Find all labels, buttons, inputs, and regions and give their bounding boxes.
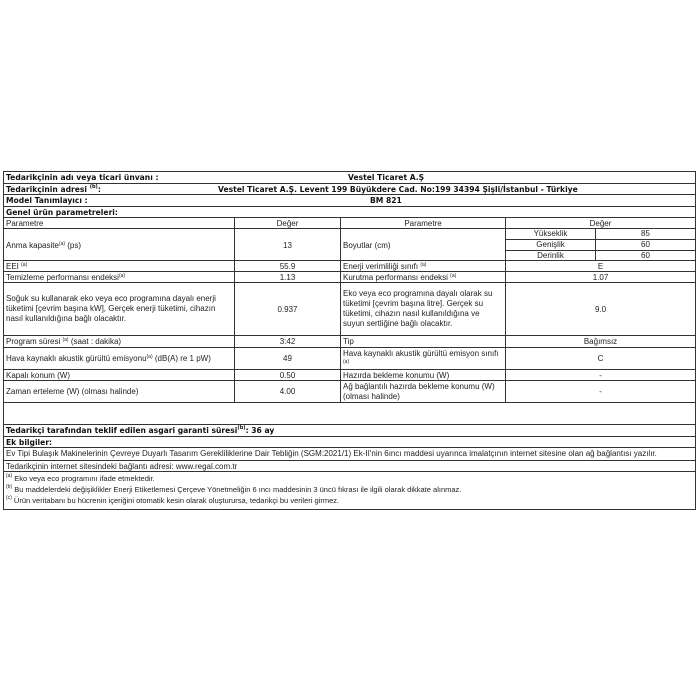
param-energy-class: Enerji verimliliği sınıfı $^{(a)}$ — [341, 261, 506, 271]
table-row-off-mode — [4, 370, 695, 381]
value-program-duration: 3:42 — [235, 336, 341, 347]
value-energy-class: E — [597, 261, 604, 271]
value-energy-consumption: 0.937 — [235, 283, 341, 335]
param-drying-index: Kurutma performansı endeksi $^{(a)}$ — [341, 272, 506, 282]
footnote-b: $^{(b)}$ Bu maddelerdeki değişiklikler Enerji Etiketlemesi Çerçeve Yönetmeliğin 6 ıncı maddesinin 3 üncü fıkrası ile ilgili olarak dikkate alınmaz. — [6, 484, 462, 494]
extra-info-text: Ev Tipi Bulaşık Makinelerinin Çevreye Duyarlı Tasarım Gerekliliklerine Dair Tebliğin (SGM:2021/1) Ek-II'nin 6ıncı maddesi uyarınca imalatçının internet sitesine olan ağ bağlantısı yazılır. — [4, 448, 695, 461]
param-energy-consumption: Soğuk su kullanarak eko veya eco programına dayalı enerji tüketimi [çevrim başına kW], Gerçek enerji tüketimi, cihazın nasıl kullanıldığına bağlı olacaktır. — [4, 283, 235, 335]
supplier-address-value: Vestel Ticaret A.Ş. Levent 199 Büyükdere Cad. No:199 34394 Şişli/İstanbul - Türkiye — [218, 184, 578, 194]
dim-width-value: 60 — [596, 240, 695, 251]
extra-info-row — [4, 437, 695, 449]
table-row-eei — [4, 261, 695, 272]
model-label: Model Tanımlayıcı : — [6, 196, 88, 205]
model-row — [4, 195, 695, 207]
footnote-a: $^{(a)}$ Eko veya eco programını ifade etmektedir. — [6, 473, 155, 483]
dim-height-value: 85 — [596, 229, 695, 240]
table-row-noise — [4, 348, 695, 370]
value-noise-emission: 49 — [235, 348, 341, 369]
value-networked-standby: - — [599, 387, 602, 396]
table-header-row — [4, 218, 695, 229]
dim-depth-value: 60 — [641, 251, 650, 260]
general-params-label: Genel ürün parametreleri: — [6, 207, 118, 217]
dim-height-label: Yükseklik — [506, 229, 596, 240]
value-off-mode: 0.50 — [235, 370, 341, 380]
value-rated-capacity: 13 — [235, 229, 341, 261]
empty-spacer-row — [4, 403, 695, 425]
param-delay-start: Zaman erteleme (W) (olması halinde) — [4, 381, 235, 402]
col-header-value-right: Değer — [589, 218, 612, 228]
param-dimensions: Boyutlar (cm) — [341, 229, 506, 261]
value-drying-index: 1.07 — [592, 272, 609, 282]
col-header-param-left: Parametre — [4, 218, 235, 228]
value-eei: 55.9 — [235, 261, 341, 271]
table-row-performance — [4, 272, 695, 283]
general-params-row — [4, 207, 695, 219]
param-water-consumption: Eko veya eco programına dayalı olarak su tüketimi [çevrim başına litre]. Gerçek su tüketimi, cihazın nasıl kullanıldığına ve suyun sertliğine bağlı olacaktır. — [341, 283, 506, 335]
dim-depth-label: Derinlik — [506, 251, 596, 261]
value-noise-class: C — [597, 354, 604, 363]
col-header-param-right: Parametre — [341, 218, 506, 228]
supplier-address-row — [4, 184, 695, 196]
col-header-value-left: Değer — [235, 218, 341, 228]
warranty-row — [4, 425, 695, 437]
footnote-c: $^{(c)}$ Ürün veritabanı bu hücrenin içeriğini otomatik kesin olarak oluşturursa, tedarikçi bu verileri girmez. — [6, 495, 340, 505]
dimensions-subtable — [506, 229, 695, 261]
value-delay-start: 4.00 — [235, 381, 341, 402]
extra-info-label: Ek bilgiler: — [6, 437, 53, 447]
param-eei: EEI $^{(a)}$ — [4, 261, 235, 271]
supplier-name-label: Tedarikçinin adı veya ticari ünvanı : — [6, 173, 159, 182]
footnotes — [4, 472, 695, 509]
value-cleaning-index: 1.13 — [235, 272, 341, 282]
table-row-program — [4, 336, 695, 348]
param-rated-capacity: Anma kapasite$^{(a)}$ (ps) — [4, 229, 235, 261]
table-row-capacity — [4, 229, 695, 261]
param-program-duration: Program süresi $^{(a)}$ (saat : dakika) — [4, 336, 235, 347]
dim-width-label: Genişlik — [506, 240, 596, 251]
table-row-consumption — [4, 283, 695, 336]
value-type: Bağımsız — [583, 337, 618, 346]
value-water-consumption: 9.0 — [594, 304, 607, 314]
param-off-mode: Kapalı konum (W) — [4, 370, 235, 380]
param-cleaning-index: Temizleme performansı endeksi$^{(a)}$ — [4, 272, 235, 282]
param-standby-mode: Hazırda bekleme konumu (W) — [341, 370, 506, 380]
table-row-delay-start — [4, 381, 695, 403]
supplier-name-value: Vestel Ticaret A.Ş — [348, 173, 425, 182]
value-standby-mode: - — [599, 370, 602, 380]
supplier-address-label: Tedarikçinin adresi $^{(b)}$: — [6, 183, 101, 194]
warranty-text: Tedarikçi tarafından teklif edilen asgari garanti süresi$^{(b)}$: 36 ay — [6, 425, 275, 435]
param-noise-class: Hava kaynaklı akustik gürültü emisyon sınıfı $^{(a)}$ — [341, 348, 506, 369]
supplier-name-row — [4, 172, 695, 184]
energy-info-sheet — [3, 171, 696, 510]
model-value: BM 821 — [370, 196, 402, 205]
supplier-website-link[interactable]: Tedarikçinin internet sitesindeki bağlantı adresi: www.regal.com.tr — [4, 461, 695, 472]
param-networked-standby: Ağ bağlantılı hazırda bekleme konumu (W) (olması halinde) — [341, 381, 506, 402]
param-type: Tip — [341, 336, 506, 347]
param-noise-emission: Hava kaynaklı akustik gürültü emisyonu$^{(a)}$ (dB(A) re 1 pW) — [4, 348, 235, 369]
